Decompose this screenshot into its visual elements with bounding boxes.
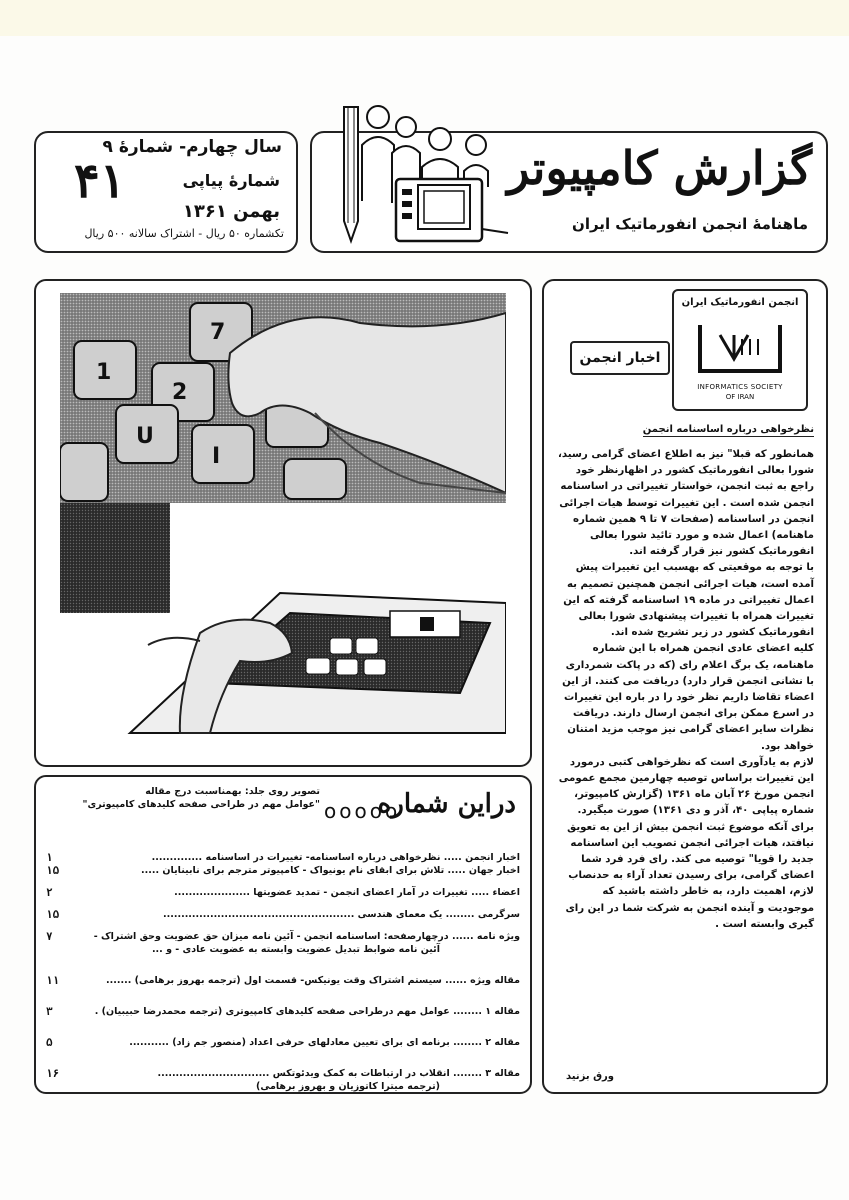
toc-title: دراین شماره [377, 789, 516, 819]
turn-page-note: ورق بزنید [566, 1071, 614, 1082]
logo-name-fa: انجمن انفورماتیک ایران [681, 297, 799, 308]
issue-info-box [34, 131, 298, 253]
toc-item-text: اعضاء ..... تغییرات در آمار اعضای انجمن - تمدید عضویتها ..................... [174, 887, 520, 898]
toc-item [46, 886, 520, 899]
society-logo [672, 289, 808, 411]
toc-item-continuation: (ترجمه میترا کاتوزیان و بهروز برهامی) [256, 1081, 440, 1092]
toc-item-page: ۱۶ [46, 1067, 60, 1080]
news-paragraph: همانطور که قبلا" نیز به اطلاع اعضای گرامی رسید، شورا بعالی انفورماتیک کشور در اظهارنظر خود راجع به ثبت انجمن، خواستار تغییراتی در اساسنامه انجمن شده است . این تغییرات توسط هیات اجرائی انجمن در اساسنامه (صفحات ۷ تا ۹ همین شماره ماهنامه) اعمال شده و مورد تائید شورا بعالی انفورماتیک کشور نیز قرار گرفته اند. [558, 449, 814, 558]
svg-text:U: U [136, 424, 154, 449]
toc-item-page: ۱ [46, 851, 53, 864]
masthead-illustration [308, 83, 518, 253]
logo-name-en-line2: OF IRAN [725, 393, 755, 401]
toc-item [46, 930, 520, 943]
issue-serial-number: ۴۱ [74, 153, 126, 209]
cover-photo [60, 293, 506, 755]
news-paragraph: برای آنکه موضوع ثبت انجمن بیش از این به تعویق نیافتد، هیات اجرائی انجمن تصویب این اساسنامه جدید را قویا" توصیه می کند. رای فرد فرد شما اعضای گرامی، برای رسیدن تعداد آراء به حدنصاب لازم، اهمیت دارد، به خاطر داشته باشید که موجودیت و آینده انجمن به شرکت شما در این رای گیری وابسته است . [565, 821, 814, 930]
svg-text:1: 1 [96, 360, 112, 385]
issue-year: سال چهارم- شمارۀ ۹ [102, 137, 282, 157]
toc-title-dots: ooooo [324, 799, 401, 823]
toc-item [46, 1067, 520, 1080]
svg-text:7: 7 [210, 320, 226, 345]
toc-item-text: مقاله ۳ ........ انقلاب در ارتباطات به کمک ویدئوتکس ............................... [157, 1068, 520, 1079]
svg-text:I: I [212, 444, 221, 469]
toc-item-text: اخبار انجمن ..... نظرخواهی درباره اساسنامه- تغییرات در اساسنامه .............. [151, 852, 520, 863]
toc-item [46, 1036, 520, 1049]
cover-photo-box [34, 279, 532, 767]
cover-caption-line1: تصویر روی جلد: بهمناسبت درج مقاله [145, 786, 320, 797]
toc-list [46, 851, 520, 1093]
toc-item [46, 908, 520, 921]
toc-item [46, 864, 520, 877]
toc-item-text: ویژه نامه ...... درچهارصفحه: اساسنامه انجمن - آئین نامه میزان حق عضویت وحق اشتراک - [93, 931, 520, 942]
toc-item-continuation: آئین نامه ضوابط تبدیل عضویت وابسته به عضویت عادی - و ... [151, 944, 440, 955]
masthead-subtitle: ماهنامۀ انجمن انفورماتیک ایران [572, 215, 808, 233]
toc-item-page: ۳ [46, 1005, 53, 1018]
top-band [0, 0, 849, 36]
toc-item-text: مقاله ۱ ........ عوامل مهم درطراحی صفحه کلیدهای کامپیوتری (ترجمه محمدرضا حبیبیان) . [94, 1006, 520, 1017]
toc-item-page: ۱۱ [46, 974, 60, 987]
toc-item [46, 1005, 520, 1018]
masthead-title: گزارش کامپیوتر [507, 141, 812, 195]
news-paragraph: کلیه اعضای عادی انجمن همراه با این شماره ماهنامه، یک برگ اعلام رای (که در پاکت شمرداری با نشانی انجمن قرار دارد) دریافت می کنند. از این اعضاء تقاضا داریم نظر خود را در باره این تغییرات در اسرع ممکن برای انجمن ارسال دارند. دریافت نظرات سایر اعضای گرامی نیز موجب مزید امتنان خواهد بود. [562, 643, 814, 752]
cover-caption [50, 785, 320, 811]
svg-text:2: 2 [172, 380, 188, 405]
toc-item-text: مقاله ویژه ...... سیستم اشتراک وقت یونیکس- قسمت اول (ترجمه بهروز برهامی) ....... [106, 975, 520, 986]
news-paragraph: لازم به یادآوری است که نظرخواهی کتبی درمورد این تغییرات براساس توصیه چهارمین مجمع عمومی انجمن مورخ ۲۶ آبان ماه ۱۳۶۱ (گزارش کامپیوتر، شماره پیاپی ۴۰، آذر و دی ۱۳۶۱) صورت میگیرد. [558, 756, 814, 817]
issue-serial-label: شمارۀ پیاپی [182, 171, 280, 190]
toc-item [46, 851, 520, 864]
toc-item-page: ۲ [46, 886, 53, 899]
issue-date: بهمن ۱۳۶۱ [182, 201, 280, 222]
issue-price: تکشماره ۵۰ ریال - اشتراک سالانه ۵۰۰ ریال [84, 227, 284, 240]
news-heading: نظرخواهی درباره اساسنامه انجمن [642, 424, 814, 435]
society-news-panel [542, 279, 828, 1094]
toc-item-text: مقاله ۲ ........ برنامه ای برای تعیین معادلهای حرفی اعداد (منصور جم زاد) ........... [129, 1037, 520, 1048]
toc-item [46, 974, 520, 987]
news-article-body [558, 447, 814, 933]
table-of-contents [34, 775, 532, 1094]
news-paragraph: با توجه به موقعیتی که بهسبب این تغییرات پیش آمده است، هیات اجرائی انجمن همچنین تصمیم به اعمال تغییراتی در ماده ۱۹ اساسنامه گرفته که این تغییرات همراه با تغییرات پیشنهادی شورا بعالی انفورماتیک کشور در زیر تشریح شده اند. [563, 562, 814, 639]
toc-item-page: ۱۵ [46, 864, 60, 877]
toc-item-page: ۱۵ [46, 908, 60, 921]
logo-name-en-line1: INFORMATICS SOCIETY [697, 383, 783, 391]
toc-item-text: اخبار جهان ..... تلاش برای ابقای نام یونیواک - کامپیوتر مترجم برای نابینایان ..... [141, 865, 520, 876]
news-section-tag: اخبار انجمن [570, 341, 670, 375]
toc-item-page: ۵ [46, 1036, 53, 1049]
cover-caption-line2: "عوامل مهم در طراحی صفحه کلیدهای کامپیوتری" [82, 799, 320, 810]
toc-item-text: سرگرمی ........ یک معمای هندسی ..................................................... [163, 909, 520, 920]
masthead-box [310, 131, 828, 253]
society-logo-mark [694, 315, 786, 379]
toc-item-page: ۷ [46, 930, 53, 943]
